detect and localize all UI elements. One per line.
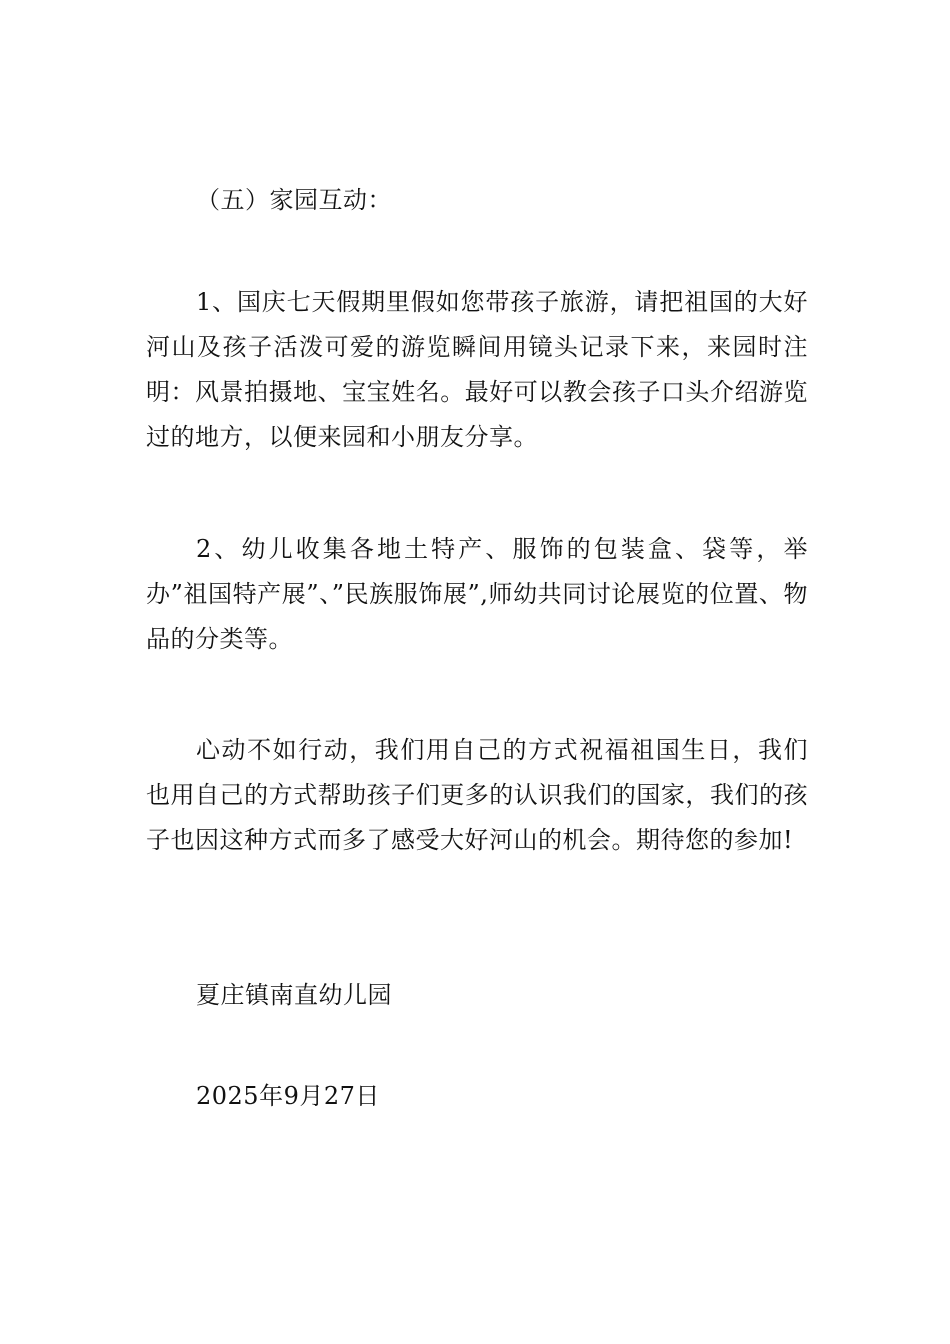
document-date: 2025年9月27日 — [196, 1082, 380, 1110]
paragraph-specialty-exhibition: 2、幼儿收集各地土特产、服饰的包装盒、袋等，举办”祖国特产展”、”民族服饰展”,师幼共同讨论展览的位置、物品的分类等。 — [146, 535, 808, 653]
paragraph-closing: 心动不如行动，我们用自己的方式祝福祖国生日，我们也用自己的方式帮助孩子们更多的认识我们的国家，我们的孩子也因这种方式而多了感受大好河山的机会。期待您的参加! — [146, 736, 808, 854]
signature-kindergarten: 夏庄镇南直幼儿园 — [196, 981, 392, 1009]
section-heading: （五）家园互动： — [196, 186, 392, 214]
paragraph-travel-photos: 1、国庆七天假期里假如您带孩子旅游，请把祖国的大好河山及孩子活泼可爱的游览瞬间用镜头记录下来，来园时注明：风景拍摄地、宝宝姓名。最好可以教会孩子口头介绍游览过的地方，以便来园和小朋友分享。 — [146, 288, 808, 451]
